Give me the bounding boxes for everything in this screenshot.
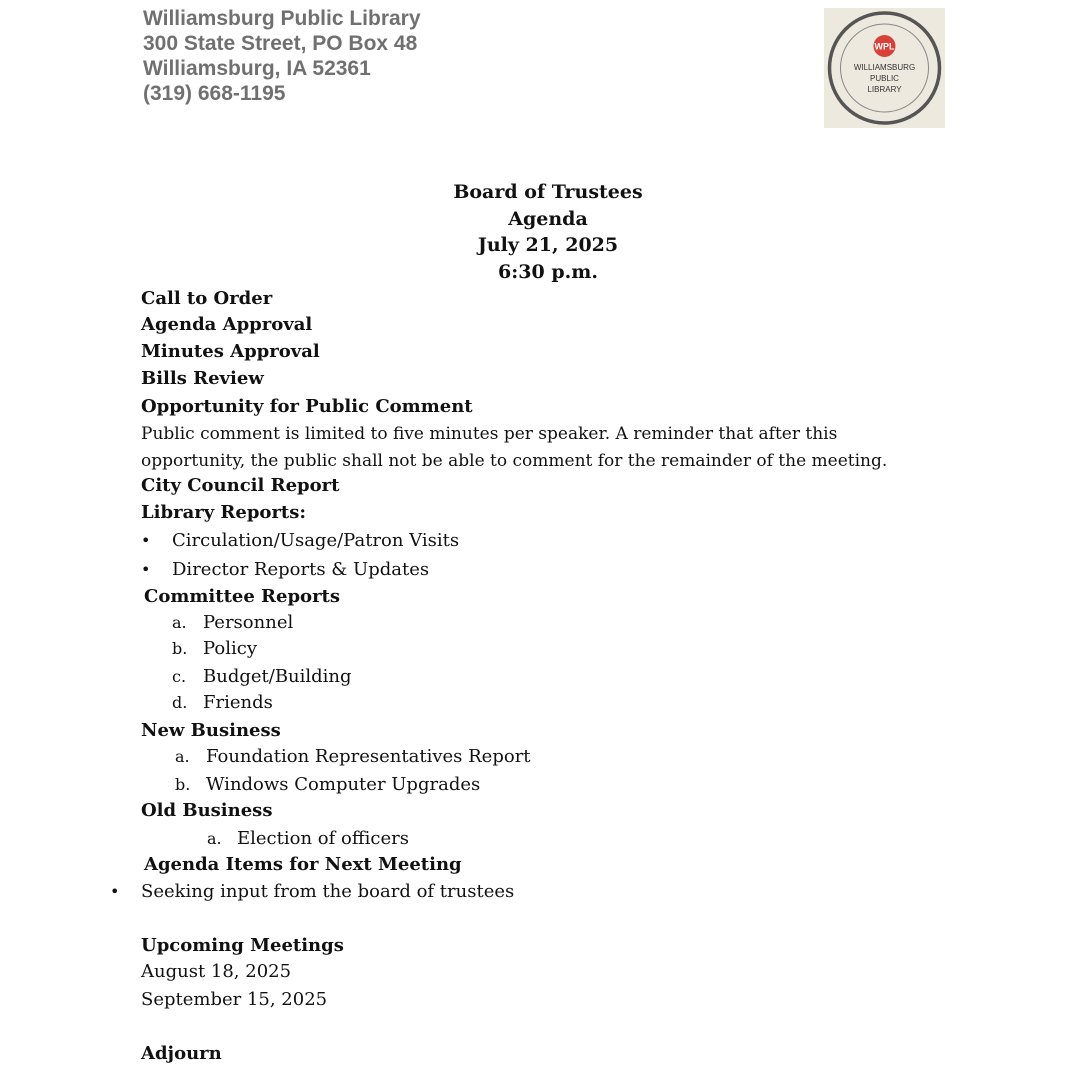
meeting-time: 6:30 p.m. (498, 260, 598, 283)
logo-line2: PUBLIC (870, 74, 899, 83)
list-item: Personnel (203, 612, 294, 633)
bullet-icon: • (110, 882, 120, 901)
heading-upcoming-meetings: Upcoming Meetings (141, 935, 344, 956)
list-marker: b. (175, 775, 191, 794)
heading-call-to-order: Call to Order (141, 288, 273, 309)
heading-new-business: New Business (141, 720, 281, 741)
upcoming-meeting-date: September 15, 2025 (141, 989, 328, 1010)
list-marker: d. (172, 693, 188, 712)
logo-monogram: WPL (874, 41, 895, 52)
list-item: Seeking input from the board of trustees (141, 881, 515, 902)
library-phone: (319) 668-1195 (143, 82, 286, 105)
list-item: Circulation/Usage/Patron Visits (172, 530, 460, 551)
library-street: 300 State Street, PO Box 48 (143, 32, 418, 55)
list-item: Friends (203, 692, 273, 713)
list-marker: c. (172, 667, 187, 686)
agenda-title (348, 179, 748, 285)
meeting-date: July 21, 2025 (477, 234, 619, 256)
public-comment-text-2: opportunity, the public shall not be able to comment for the remainder of the meeting. (141, 451, 888, 471)
heading-public-comment: Opportunity for Public Comment (141, 396, 473, 417)
heading-old-business: Old Business (141, 800, 273, 821)
list-marker: b. (172, 639, 188, 658)
public-comment-text-1: Public comment is limited to five minutes per speaker. A reminder that after this (141, 424, 838, 444)
list-item: Budget/Building (203, 666, 352, 687)
bullet-icon: • (141, 560, 151, 579)
upcoming-meeting-date: August 18, 2025 (141, 961, 292, 982)
logo-line3: LIBRARY (867, 85, 902, 94)
library-logo (824, 8, 945, 128)
logo-line1: WILLIAMSBURG (853, 63, 916, 72)
letterhead-address (143, 6, 421, 106)
list-marker: a. (207, 829, 222, 848)
list-item: Windows Computer Upgrades (206, 774, 481, 795)
library-city: Williamsburg, IA 52361 (143, 57, 371, 80)
list-item: Election of officers (237, 828, 409, 849)
bullet-icon: • (141, 531, 151, 550)
list-item: Policy (203, 638, 257, 659)
heading-minutes-approval: Minutes Approval (141, 341, 320, 362)
heading-next-meeting-items: Agenda Items for Next Meeting (144, 854, 462, 875)
heading-city-council-report: City Council Report (141, 475, 340, 496)
heading-agenda-approval: Agenda Approval (141, 314, 313, 335)
library-name: Williamsburg Public Library (143, 7, 421, 30)
list-marker: a. (175, 747, 190, 766)
board-title: Board of Trustees (453, 181, 643, 203)
agenda-label: Agenda (508, 207, 588, 230)
list-item: Director Reports & Updates (172, 559, 430, 580)
list-item: Foundation Representatives Report (206, 746, 531, 767)
list-marker: a. (172, 613, 187, 632)
library-seal-icon (824, 8, 945, 128)
heading-committee-reports: Committee Reports (144, 586, 340, 607)
heading-adjourn: Adjourn (141, 1043, 222, 1064)
heading-library-reports: Library Reports: (141, 502, 307, 523)
heading-bills-review: Bills Review (141, 368, 264, 389)
